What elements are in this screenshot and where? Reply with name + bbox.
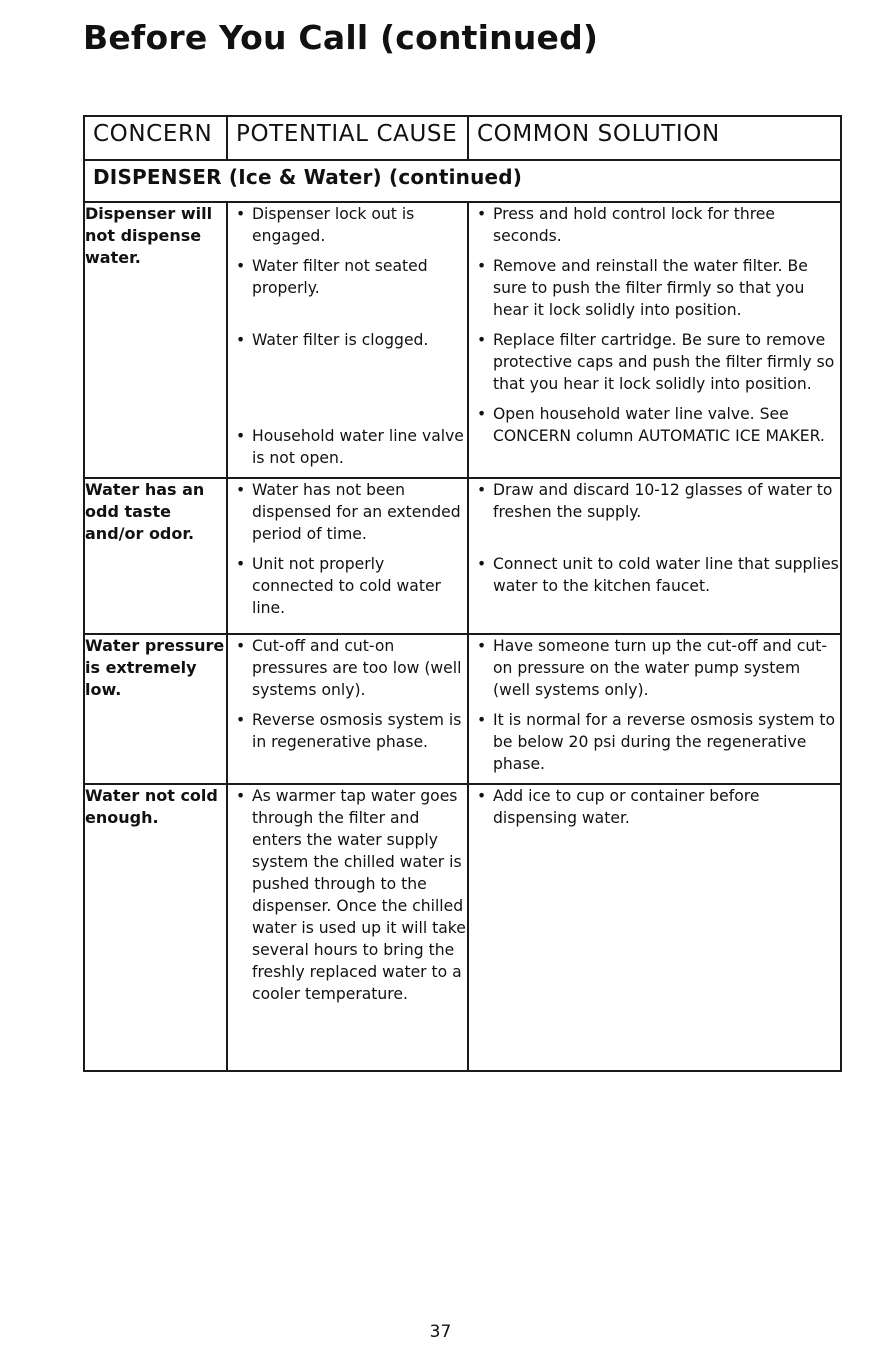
cause-item: • Dispenser lock out is engaged. [228, 203, 467, 247]
cause-item: • Cut-off and cut-on pressures are too low (well systems only). [228, 635, 467, 701]
cause-cell [227, 784, 468, 1071]
cause-cell [227, 202, 468, 478]
solution-cell [468, 202, 841, 478]
solution-item: • Remove and reinstall the water filter. Be sure to push the filter firmly so that you hear it lock solidly into position. [469, 255, 840, 321]
concern-header: CONCERN [84, 116, 227, 160]
cause-item: • Water filter is clogged. [228, 329, 467, 417]
cause-item: • Reverse osmosis system is in regenerative phase. [228, 709, 467, 753]
solution-cell [468, 478, 841, 634]
cause-item: • As warmer tap water goes through the filter and enters the water supply system the chilled water is pushed through to the dispenser. Once the chilled water is used up it will take several hours to bring the freshly replaced water to a cooler temperature. [228, 785, 467, 1005]
cause-cell [227, 478, 468, 634]
section-title: DISPENSER (Ice & Water) (continued) [84, 160, 841, 202]
cause-header: POTENTIAL CAUSE [227, 116, 468, 160]
cause-item: • Water filter not seated properly. [228, 255, 467, 321]
concern-cell: Water pressure is extremely low. [84, 634, 227, 784]
cause-cell [227, 634, 468, 784]
cause-item: • Water has not been dispensed for an extended period of time. [228, 479, 467, 545]
concern-cell: Water not cold enough. [84, 784, 227, 1071]
concern-cell: Water has an odd taste and/or odor. [84, 478, 227, 634]
solution-header: COMMON SOLUTION [468, 116, 841, 160]
solution-cell [468, 784, 841, 1071]
solution-item: • Press and hold control lock for three seconds. [469, 203, 840, 247]
table-row [84, 202, 841, 478]
solution-item: • Connect unit to cold water line that supplies water to the kitchen faucet. [469, 553, 840, 597]
cause-item: • Household water line valve is not open. [228, 425, 467, 469]
solution-item: • It is normal for a reverse osmosis system to be below 20 psi during the regenerative phase. [469, 709, 840, 775]
page-number: 37 [429, 1322, 452, 1342]
solution-item: • Open household water line valve. See CONCERN column AUTOMATIC ICE MAKER. [469, 403, 840, 447]
page-title: Before You Call (continued) [83, 18, 599, 57]
troubleshooting-table [83, 115, 842, 1072]
solution-item: • Replace filter cartridge. Be sure to remove protective caps and push the filter firmly so that you hear it lock solidly into position. [469, 329, 840, 395]
cause-item: • Unit not properly connected to cold water line. [228, 553, 467, 619]
table-row [84, 784, 841, 1071]
header-row [84, 116, 841, 160]
section-row [84, 160, 841, 202]
solution-cell [468, 634, 841, 784]
table-row [84, 634, 841, 784]
concern-cell: Dispenser will not dispense water. [84, 202, 227, 478]
solution-item: • Have someone turn up the cut-off and cut-on pressure on the water pump system (well systems only). [469, 635, 840, 701]
solution-item: • Draw and discard 10-12 glasses of water to freshen the supply. [469, 479, 840, 545]
table-row [84, 478, 841, 634]
solution-item: • Add ice to cup or container before dispensing water. [469, 785, 840, 829]
